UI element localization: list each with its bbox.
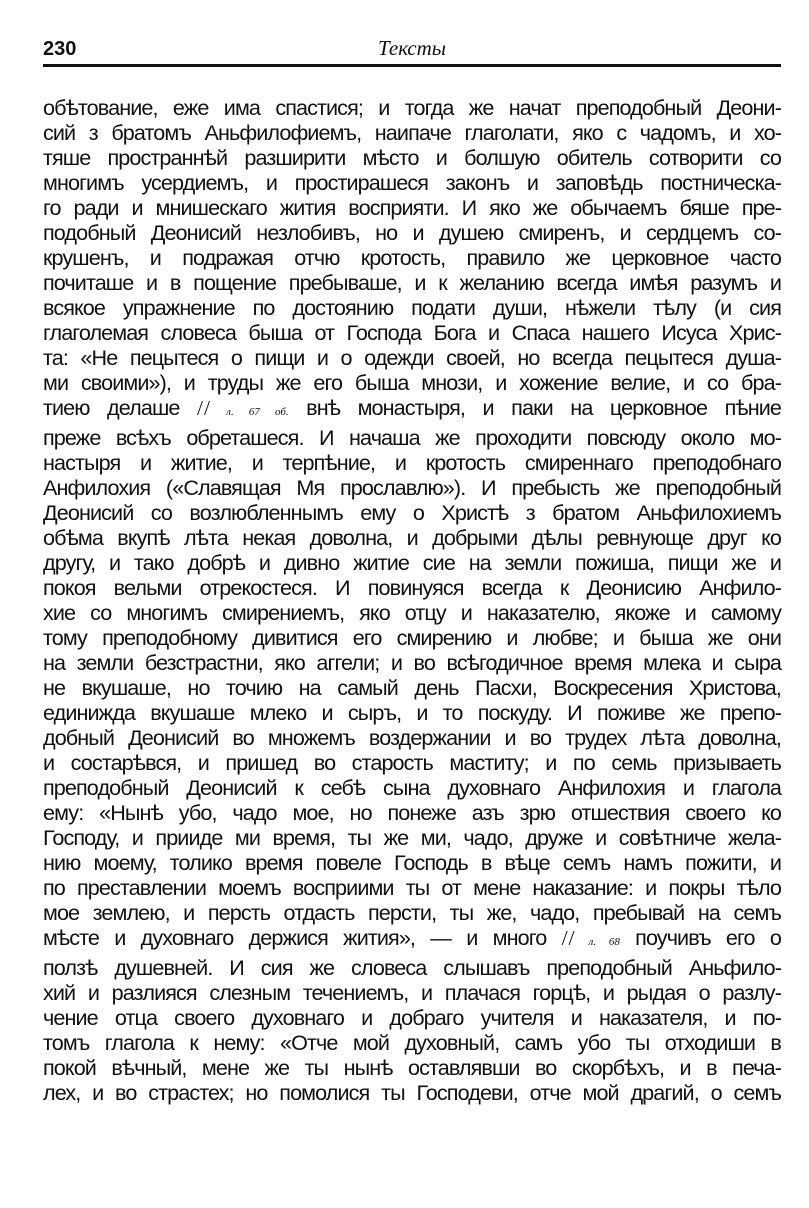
folio-marker: л. 67 об. <box>211 406 289 418</box>
text-line: ми своими»), и труды же его быша мнози, и хожение велие, и со бра- <box>43 370 781 395</box>
text-line: обѣма вкупѣ лѣта некая доволна, и добрыми дѣлы ревнующе друг ко <box>43 525 781 550</box>
text-line: нию моему, толико время повеле Господь в вѣце семъ намъ пожити, и <box>43 850 781 875</box>
text-line: чение отца своего духовнаго и добраго учителя и наказателя, и по- <box>43 1005 781 1030</box>
folio-break-mark: // <box>197 396 211 420</box>
text-line: на земли безстрастни, яко аггели; и во всѣгодичное время млека и сыра <box>43 650 781 675</box>
text-line: единижда вкушаше млеко и сыръ, и то поскуду. И поживе же препо- <box>43 700 781 725</box>
text-line: ползѣ душевней. И сия же словеса слышавъ преподобный Аньфило- <box>43 955 781 980</box>
text-line: всякое упражнение по достоянию подати души, нѣжели тѣлу (и сия <box>43 295 781 320</box>
text-line: томъ глагола к нему: «Отче мой духовный, самъ убо ты отходиши в <box>43 1030 781 1055</box>
text-line: добный Деонисий во множемъ воздержании и во трудех лѣта доволна, <box>43 725 781 750</box>
text-line: лех, и во страстех; но помолися ты Господеви, отче мой драгий, о семъ <box>43 1080 781 1105</box>
text-line: по преставлении моемъ восприими ты от мене наказание: и покры тѣло <box>43 875 781 900</box>
text-line <box>43 395 781 425</box>
text-line: хие со многимъ смирениемъ, яко отцу и наказателю, якоже и самому <box>43 600 781 625</box>
text-line: покоя вельми отрекостеся. И повинуяся всегда к Деонисию Анфило- <box>43 575 781 600</box>
text-line: Деонисий со возлюбленнымъ ему о Христѣ з братом Аньфилохиемъ <box>43 500 781 525</box>
text-line: ему: «Нынѣ убо, чадо мое, но понеже азъ зрю отшествия своего ко <box>43 800 781 825</box>
text-line: обѣтование, еже има спастися; и тогда же начат преподобный Деони- <box>43 95 781 120</box>
book-page <box>43 0 782 1105</box>
folio-break-mark: // <box>561 926 576 950</box>
text-segment: внѣ монастыря, и паки на церковное пѣние <box>288 395 782 420</box>
text-line: покой вѣчный, мене же ты нынѣ оставлявши во скорбѣхъ, и в печа- <box>43 1055 781 1080</box>
text-line: настыря и житие, и терпѣние, и кротость смиреннаго преподобнаго <box>43 450 781 475</box>
text-line: Анфилохия («Славящая Мя прославлю»). И пребысть же преподобный <box>43 475 781 500</box>
folio-marker: л. 68 <box>575 936 620 948</box>
text-line: многимъ усердиемъ, и простирашеся законъ и заповѣдь постническа- <box>43 170 781 195</box>
text-segment: мѣсте и духовнаго держися жития», — и много <box>43 925 562 950</box>
text-line: крушенъ, и подражая отчю кротость, правило же церковное часто <box>43 245 781 270</box>
text-segment: тиею делаше <box>43 395 197 420</box>
text-line: подобный Деонисий незлобивъ, но и душею смиренъ, и сердцемъ со- <box>43 220 781 245</box>
page-header <box>43 0 781 63</box>
text-line: та: «Не пецытеся о пищи и о одежди своей, но всегда пецытеся душа- <box>43 345 781 370</box>
text-line <box>43 925 781 955</box>
text-line: тяше пространнѣй разширити мѣсто и болшую обитель сотворити со <box>43 145 781 170</box>
running-title: Тексты <box>378 36 446 60</box>
text-line: мое землею, и персть отдасть персти, ты же, чадо, пребывай на семъ <box>43 900 781 925</box>
text-line: хий и разлияся слезным течениемъ, и плачася горцѣ, и рыдая о разлу- <box>43 980 781 1005</box>
text-line: глаголемая словеса быша от Господа Бога и Спаса нашего Исуса Хрис- <box>43 320 781 345</box>
text-line: и состарѣвся, и пришед во старость маститу; и по семь призываеть <box>43 750 781 775</box>
text-line: почиташе и в пощение пребываше, и к желанию всегда имѣя разумъ и <box>43 270 781 295</box>
text-line: преже всѣхъ обреташеся. И начаша же проходити повсюду около мо- <box>43 425 781 450</box>
text-line: тому преподобному дивитися его смирению и любве; и быша же они <box>43 625 781 650</box>
text-line: го ради и мнишескаго жития восприяти. И яко же обычаемъ бяше пре- <box>43 195 781 220</box>
text-segment: поучивъ его о <box>619 925 781 950</box>
header-rule <box>43 64 781 67</box>
text-line: не вкушаше, но точию на самый день Пасхи, Воскресения Христова, <box>43 675 781 700</box>
text-line: преподобный Деонисий к себѣ сына духовнаго Анфилохия и глагола <box>43 775 781 800</box>
text-line: Господу, и прииде ми время, ты же ми, чадо, друже и совѣтниче жела- <box>43 825 781 850</box>
body-text <box>43 95 781 1105</box>
page-number: 230 <box>43 38 77 60</box>
text-line: другу, и тако добрѣ и дивно житие сие на земли пожиша, пищи же и <box>43 550 781 575</box>
text-line: сий з братомъ Аньфилофиемъ, наипаче глаголати, яко с чадомъ, и хо- <box>43 120 781 145</box>
